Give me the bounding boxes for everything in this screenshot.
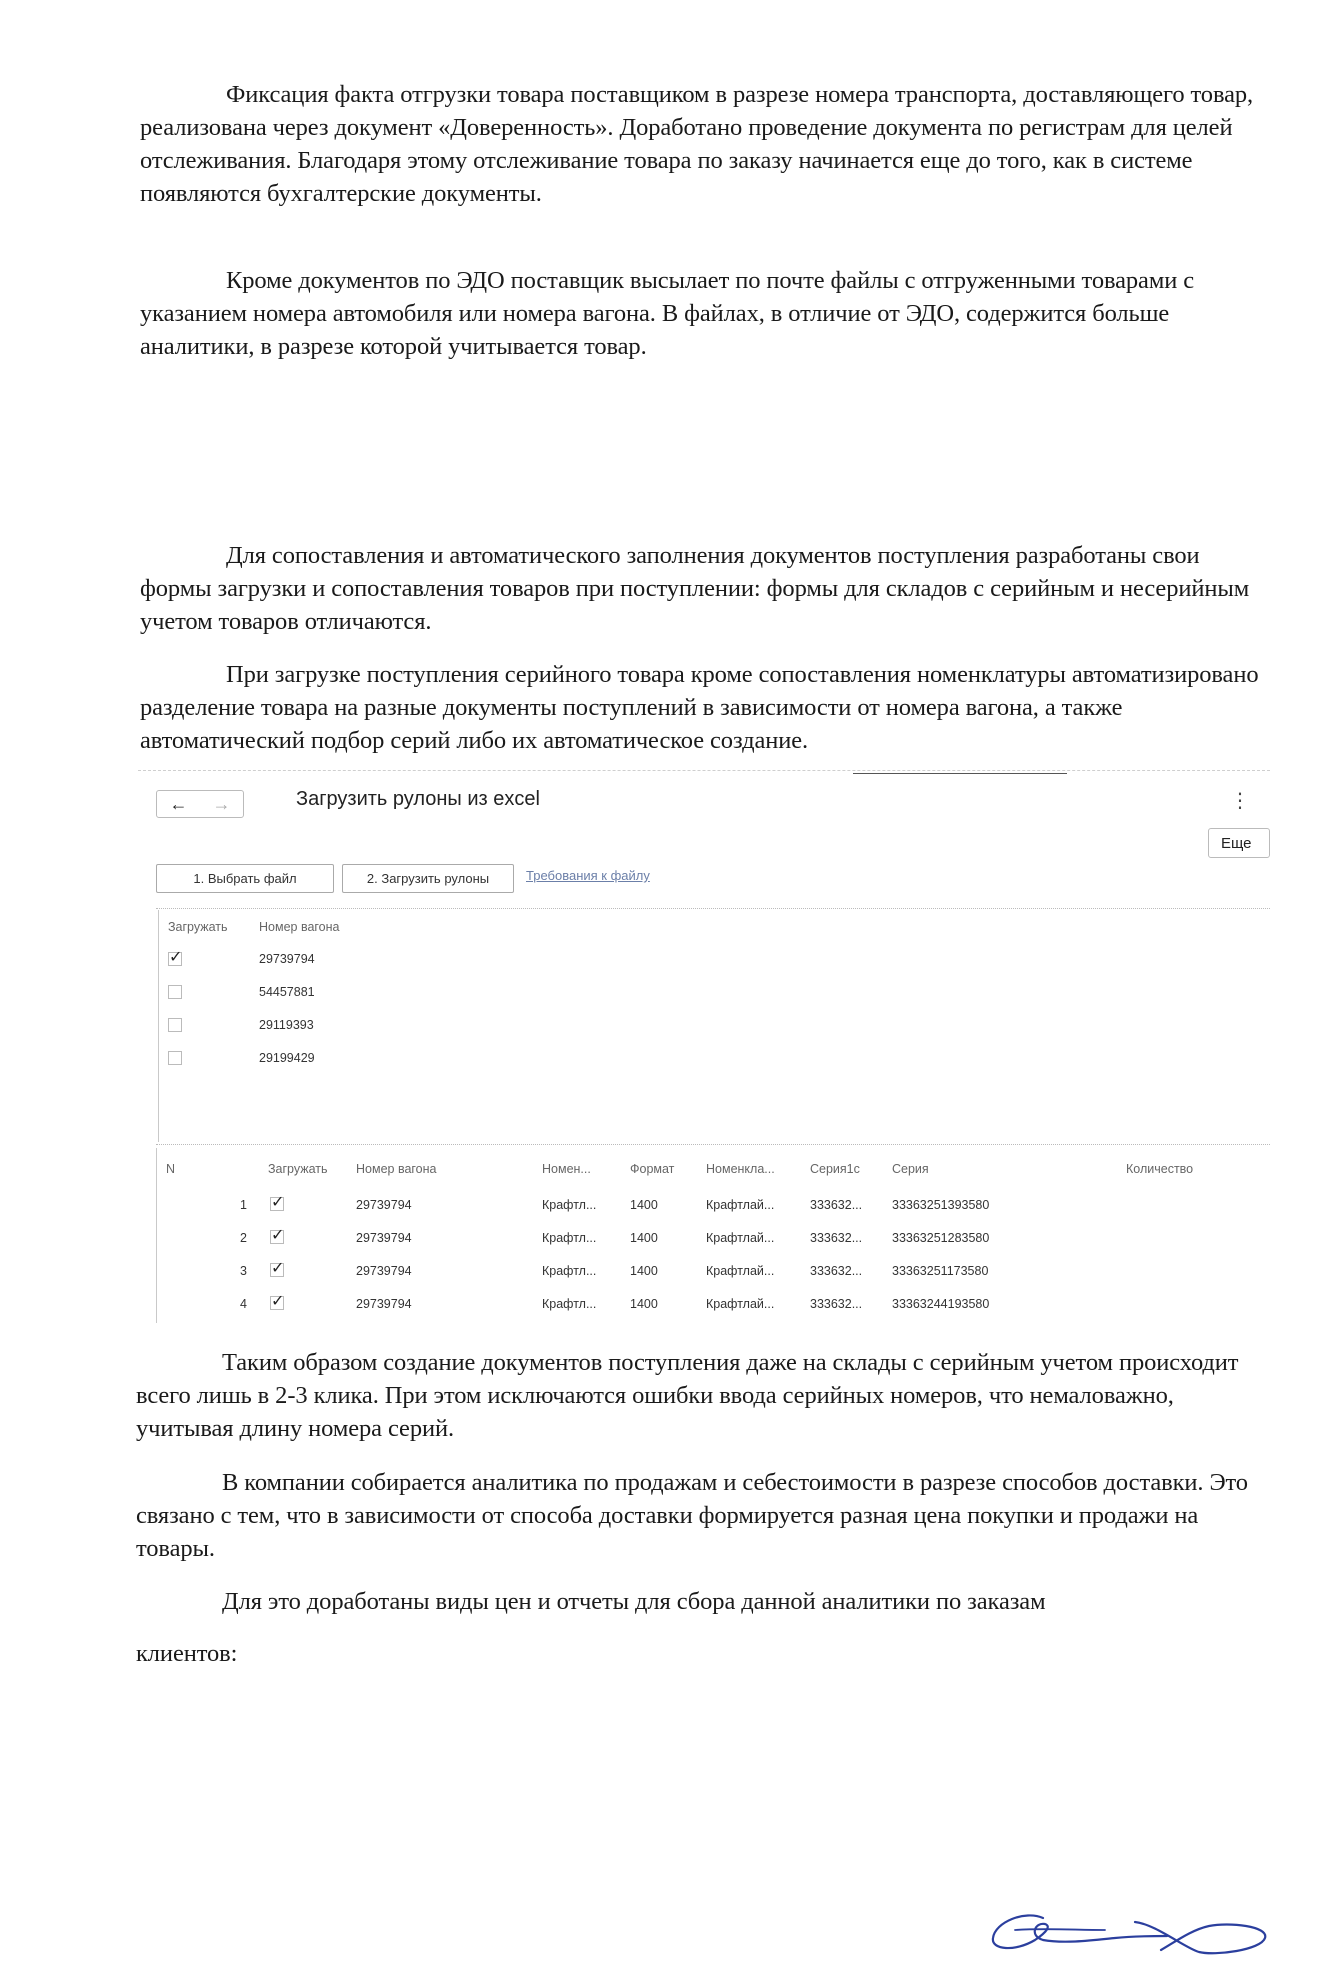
series1c-value: 333632... [810, 1297, 863, 1311]
wagon-number: 54457881 [259, 985, 315, 999]
paragraph-5: Таким образом создание документов поступления даже на склады с серийным учетом происходит всего лишь в 2-3 клика. При этом исключаются ошибки ввода серийных номеров, что немаловажно, учитывая длину номера серий. [136, 1349, 1239, 1442]
divider [156, 1144, 1270, 1145]
column-header-quantity: Количество [1126, 1162, 1194, 1176]
row-number: 1 [240, 1198, 247, 1212]
column-header-load: Загружать [168, 920, 228, 934]
nomenclature-value: Крафтлай... [706, 1264, 775, 1278]
nomenclature-short: Крафтл... [542, 1297, 597, 1311]
wagon-number: 29119393 [259, 1018, 314, 1032]
series-value: 33363251173580 [892, 1264, 989, 1278]
column-header-load: Загружать [268, 1162, 328, 1176]
column-header-wagon: Номер вагона [356, 1162, 437, 1176]
window-title: Загрузить рулоны из excel [296, 788, 540, 810]
paragraph-3: Для сопоставления и автоматического заполнения документов поступления разработаны свои формы загрузки и сопоставления товаров при поступлении: формы для складов с серийным и несерийным учетом товаров отличаются. [140, 542, 1250, 635]
paragraph-1: Фиксация факта отгрузки товара поставщиком в разрезе номера транспорта, доставляющего товар, реализована через документ «Доверенность». Доработано проведение документа по регистрам для целей отслеживания. Благодаря этому отслеживание товара по заказу начинается еще до того, как в системе появляются бухгалтерские документы. [140, 81, 1254, 207]
file-requirements-link[interactable]: Требования к файлу [526, 868, 650, 883]
divider [156, 908, 1270, 909]
row-number: 3 [240, 1264, 247, 1278]
load-checkbox[interactable] [168, 1018, 182, 1032]
series1c-value: 333632... [810, 1264, 863, 1278]
load-checkbox[interactable]: ✓ [271, 1227, 285, 1244]
load-checkbox[interactable]: ✓ [271, 1194, 285, 1211]
nomenclature-short: Крафтл... [542, 1231, 597, 1245]
series1c-value: 333632... [810, 1198, 863, 1212]
wagon-number: 29739794 [356, 1198, 412, 1212]
format-value: 1400 [630, 1264, 658, 1278]
column-header-n: N [166, 1162, 176, 1176]
column-header-nom: Номен... [542, 1162, 591, 1176]
table-border [158, 910, 159, 1142]
more-options-icon[interactable]: ⋮ [1230, 790, 1250, 812]
more-button[interactable]: Еще [1208, 828, 1270, 858]
format-value: 1400 [630, 1297, 658, 1311]
load-checkbox[interactable]: ✓ [271, 1260, 285, 1277]
table-border [156, 1148, 157, 1323]
load-rolls-button[interactable]: 2. Загрузить рулоны [342, 864, 514, 893]
nomenclature-value: Крафтлай... [706, 1297, 775, 1311]
column-header-series1c: Серия1с [810, 1162, 860, 1176]
divider [853, 773, 1067, 774]
wagon-number: 29739794 [356, 1231, 412, 1245]
series-value: 33363251283580 [892, 1231, 990, 1245]
paragraph-8: клиентов: [136, 1640, 238, 1667]
nav-buttons [156, 790, 244, 818]
paragraph-6: В компании собирается аналитика по продажам и себестоимости в разрезе способов доставки. Это связано с тем, что в зависимости от способа доставки формируется разная цена покупки и продажи на товары. [136, 1469, 1248, 1562]
series-value: 33363244193580 [892, 1297, 990, 1311]
signature [985, 1900, 1275, 1960]
nomenclature-value: Крафтлай... [706, 1198, 775, 1212]
paragraph-2: Кроме документов по ЭДО поставщик высылает по почте файлы с отгруженными товарами с указанием номера автомобиля или номера вагона. В файлах, в отличие от ЭДО, содержится больше аналитики, в разрезе которой учитывается товар. [140, 267, 1195, 360]
format-value: 1400 [630, 1231, 658, 1245]
paragraph-7: Для это доработаны виды цен и отчеты для сбора данной аналитики по заказам [222, 1588, 1046, 1615]
column-header-series: Серия [892, 1162, 929, 1176]
nomenclature-short: Крафтл... [542, 1264, 597, 1278]
load-checkbox[interactable] [168, 1051, 182, 1065]
column-header-nomenclature: Номенкла... [706, 1162, 775, 1176]
wagon-number: 29739794 [356, 1297, 412, 1311]
load-checkbox[interactable]: ✓ [169, 949, 183, 966]
wagon-number: 29739794 [259, 952, 315, 966]
row-number: 4 [240, 1297, 247, 1311]
series-value: 33363251393580 [892, 1198, 990, 1212]
row-number: 2 [240, 1231, 247, 1245]
select-file-button[interactable]: 1. Выбрать файл [156, 864, 334, 893]
load-checkbox[interactable] [168, 985, 182, 999]
wagon-number: 29739794 [356, 1264, 412, 1278]
nomenclature-short: Крафтл... [542, 1198, 597, 1212]
forward-arrow-icon[interactable]: → [212, 794, 231, 814]
paragraph-4: При загрузке поступления серийного товара кроме сопоставления номенклатуры автоматизировано разделение товара на разные документы поступлений в зависимости от номера вагона, а также автоматический подбор серий либо их автоматическое создание. [140, 661, 1259, 754]
load-checkbox[interactable]: ✓ [271, 1293, 285, 1310]
format-value: 1400 [630, 1198, 658, 1212]
column-header-format: Формат [630, 1162, 675, 1176]
back-arrow-icon[interactable]: ← [169, 794, 188, 814]
embedded-screenshot [138, 770, 1270, 1325]
wagon-number: 29199429 [259, 1051, 315, 1065]
divider [138, 770, 1270, 771]
column-header-wagon: Номер вагона [259, 920, 340, 934]
series1c-value: 333632... [810, 1231, 863, 1245]
nomenclature-value: Крафтлай... [706, 1231, 775, 1245]
